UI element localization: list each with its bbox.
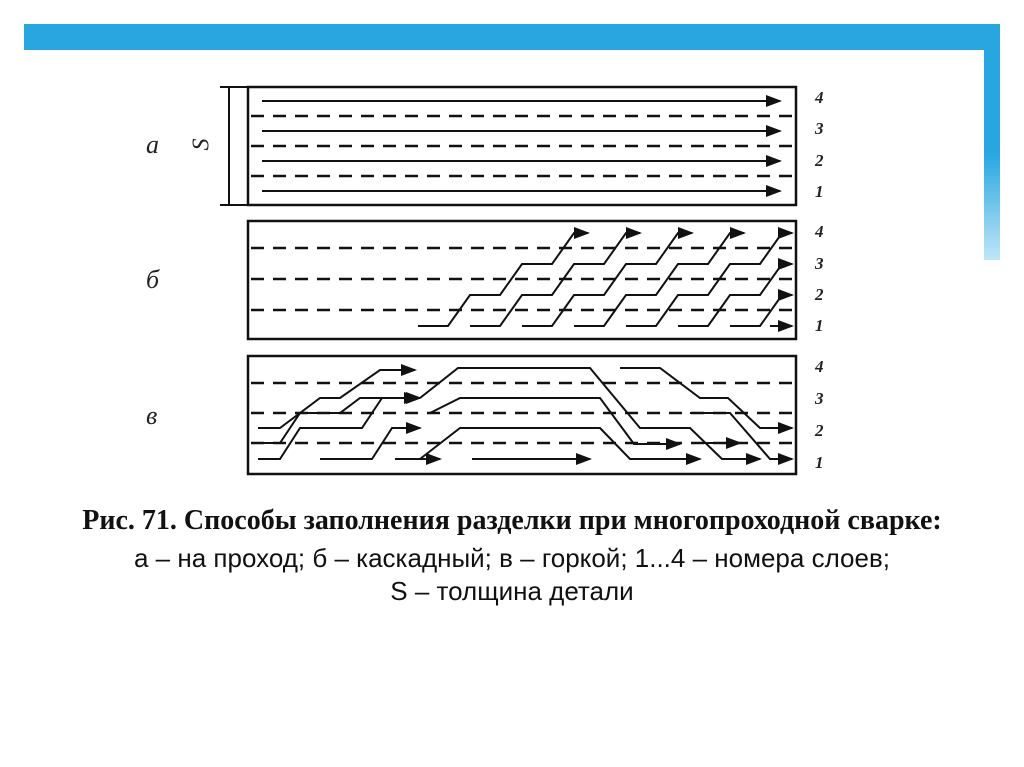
layer-number: 4 <box>815 357 824 376</box>
figure-caption-note: S – толщина детали <box>390 576 634 606</box>
panel-b-diagram <box>248 221 796 339</box>
layer-number: 4 <box>815 88 824 107</box>
layer-number: 3 <box>815 389 824 408</box>
panel-label-a: а <box>146 130 159 159</box>
layer-number: 2 <box>815 151 824 170</box>
layer-number: 1 <box>815 316 824 335</box>
layer-number: 2 <box>815 421 824 440</box>
layer-number: 1 <box>815 182 824 201</box>
figure-caption-legend: а – на проход; б – каскадный; в – горкой; 1...4 – номера слоев; <box>134 543 890 573</box>
panel-a-diagram <box>220 87 796 205</box>
layer-number: 4 <box>815 222 824 241</box>
layer-number: 1 <box>815 453 824 472</box>
layer-number: 3 <box>815 119 824 138</box>
panel-label-b: б <box>146 265 160 294</box>
layer-number: 3 <box>815 254 824 273</box>
layer-number: 2 <box>815 285 824 304</box>
thickness-label: S <box>188 138 215 151</box>
panel-v-diagram <box>248 356 796 474</box>
panel-label-v: в <box>146 401 158 430</box>
figure-caption-title: Рис. 71. Способы заполнения разделки при многопроходной сварке: <box>82 505 942 536</box>
